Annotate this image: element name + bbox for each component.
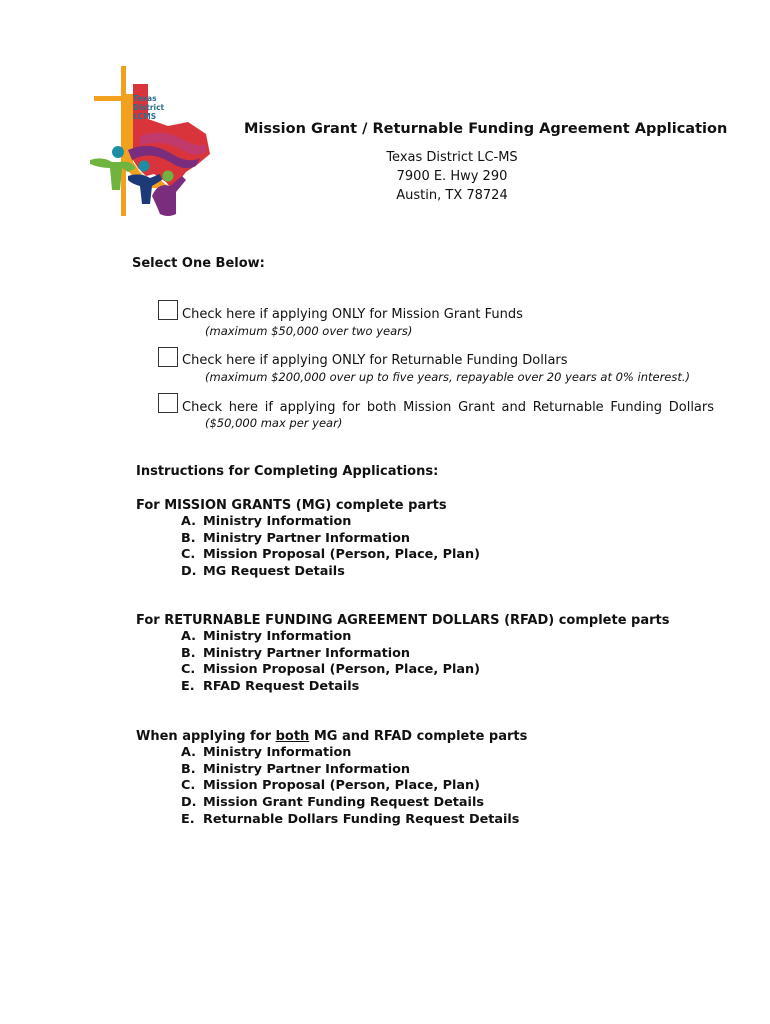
logo-cross-vertical <box>121 66 126 216</box>
list-item: C. Mission Proposal (Person, Place, Plan) <box>181 662 481 678</box>
list-item: A. Ministry Information <box>181 629 352 644</box>
logo-figure-navy-head <box>139 161 150 172</box>
mg-parts-list <box>181 514 480 581</box>
option-note-returnable-only: (maximum $200,000 over up to five years, repayable over 20 years at 0% interest.) <box>205 370 691 384</box>
both-parts-list <box>181 745 519 829</box>
select-label: Select One Below: <box>132 256 265 271</box>
logo-figure-purple-head <box>163 171 174 182</box>
option-label-both: Check here if applying for both Mission Grant and Returnable Funding Dollars <box>182 400 715 415</box>
rfad-parts-list <box>181 629 480 696</box>
list-item: E. Returnable Dollars Funding Request Details <box>181 811 520 827</box>
list-item: A. Ministry Information <box>181 514 352 529</box>
logo-line: District <box>133 103 165 112</box>
logo-figure-teal-head <box>112 146 124 158</box>
checkbox-both[interactable] <box>158 393 178 413</box>
list-item: A. Ministry Information <box>181 745 352 760</box>
option-label-mission-grant-only: Check here if applying ONLY for Mission Grant Funds <box>182 307 523 322</box>
rfad-heading: For RETURNABLE FUNDING AGREEMENT DOLLARS (RFAD) complete parts <box>136 613 670 628</box>
list-item: B. Ministry Partner Information <box>181 645 411 661</box>
checkbox-returnable-only[interactable] <box>158 347 178 367</box>
org-city: Austin, TX 78724 <box>396 188 508 203</box>
checkbox-mission-grant-only[interactable] <box>158 300 178 320</box>
org-name: Texas District LC-MS <box>386 150 518 165</box>
both-heading: When applying for both MG and RFAD complete parts <box>136 729 528 744</box>
list-item: B. Ministry Partner Information <box>181 530 411 546</box>
list-item: B. Ministry Partner Information <box>181 761 411 777</box>
option-label-returnable-only: Check here if applying ONLY for Returnable Funding Dollars <box>182 353 568 368</box>
logo-text <box>133 94 164 121</box>
logo-line: LCMS <box>133 112 157 121</box>
option-note-both: ($50,000 max per year) <box>205 416 343 430</box>
org-street: 7900 E. Hwy 290 <box>396 169 508 184</box>
page-title: Mission Grant / Returnable Funding Agreement Application <box>244 121 728 137</box>
list-item: C. Mission Proposal (Person, Place, Plan) <box>181 778 481 794</box>
list-item: D. MG Request Details <box>181 564 345 580</box>
both-underlined: both <box>275 729 310 744</box>
logo-figure-green <box>90 158 136 190</box>
option-note-mission-grant-only: (maximum $50,000 over two years) <box>205 324 413 338</box>
texas-district-lcms-logo <box>88 64 218 219</box>
list-item: E. RFAD Request Details <box>181 679 360 695</box>
list-item: D. Mission Grant Funding Request Details <box>181 795 484 811</box>
list-item: C. Mission Proposal (Person, Place, Plan) <box>181 547 481 563</box>
mg-heading: For MISSION GRANTS (MG) complete parts <box>136 498 447 513</box>
instructions-heading: Instructions for Completing Applications: <box>136 464 439 479</box>
logo-line: Texas <box>133 94 157 103</box>
